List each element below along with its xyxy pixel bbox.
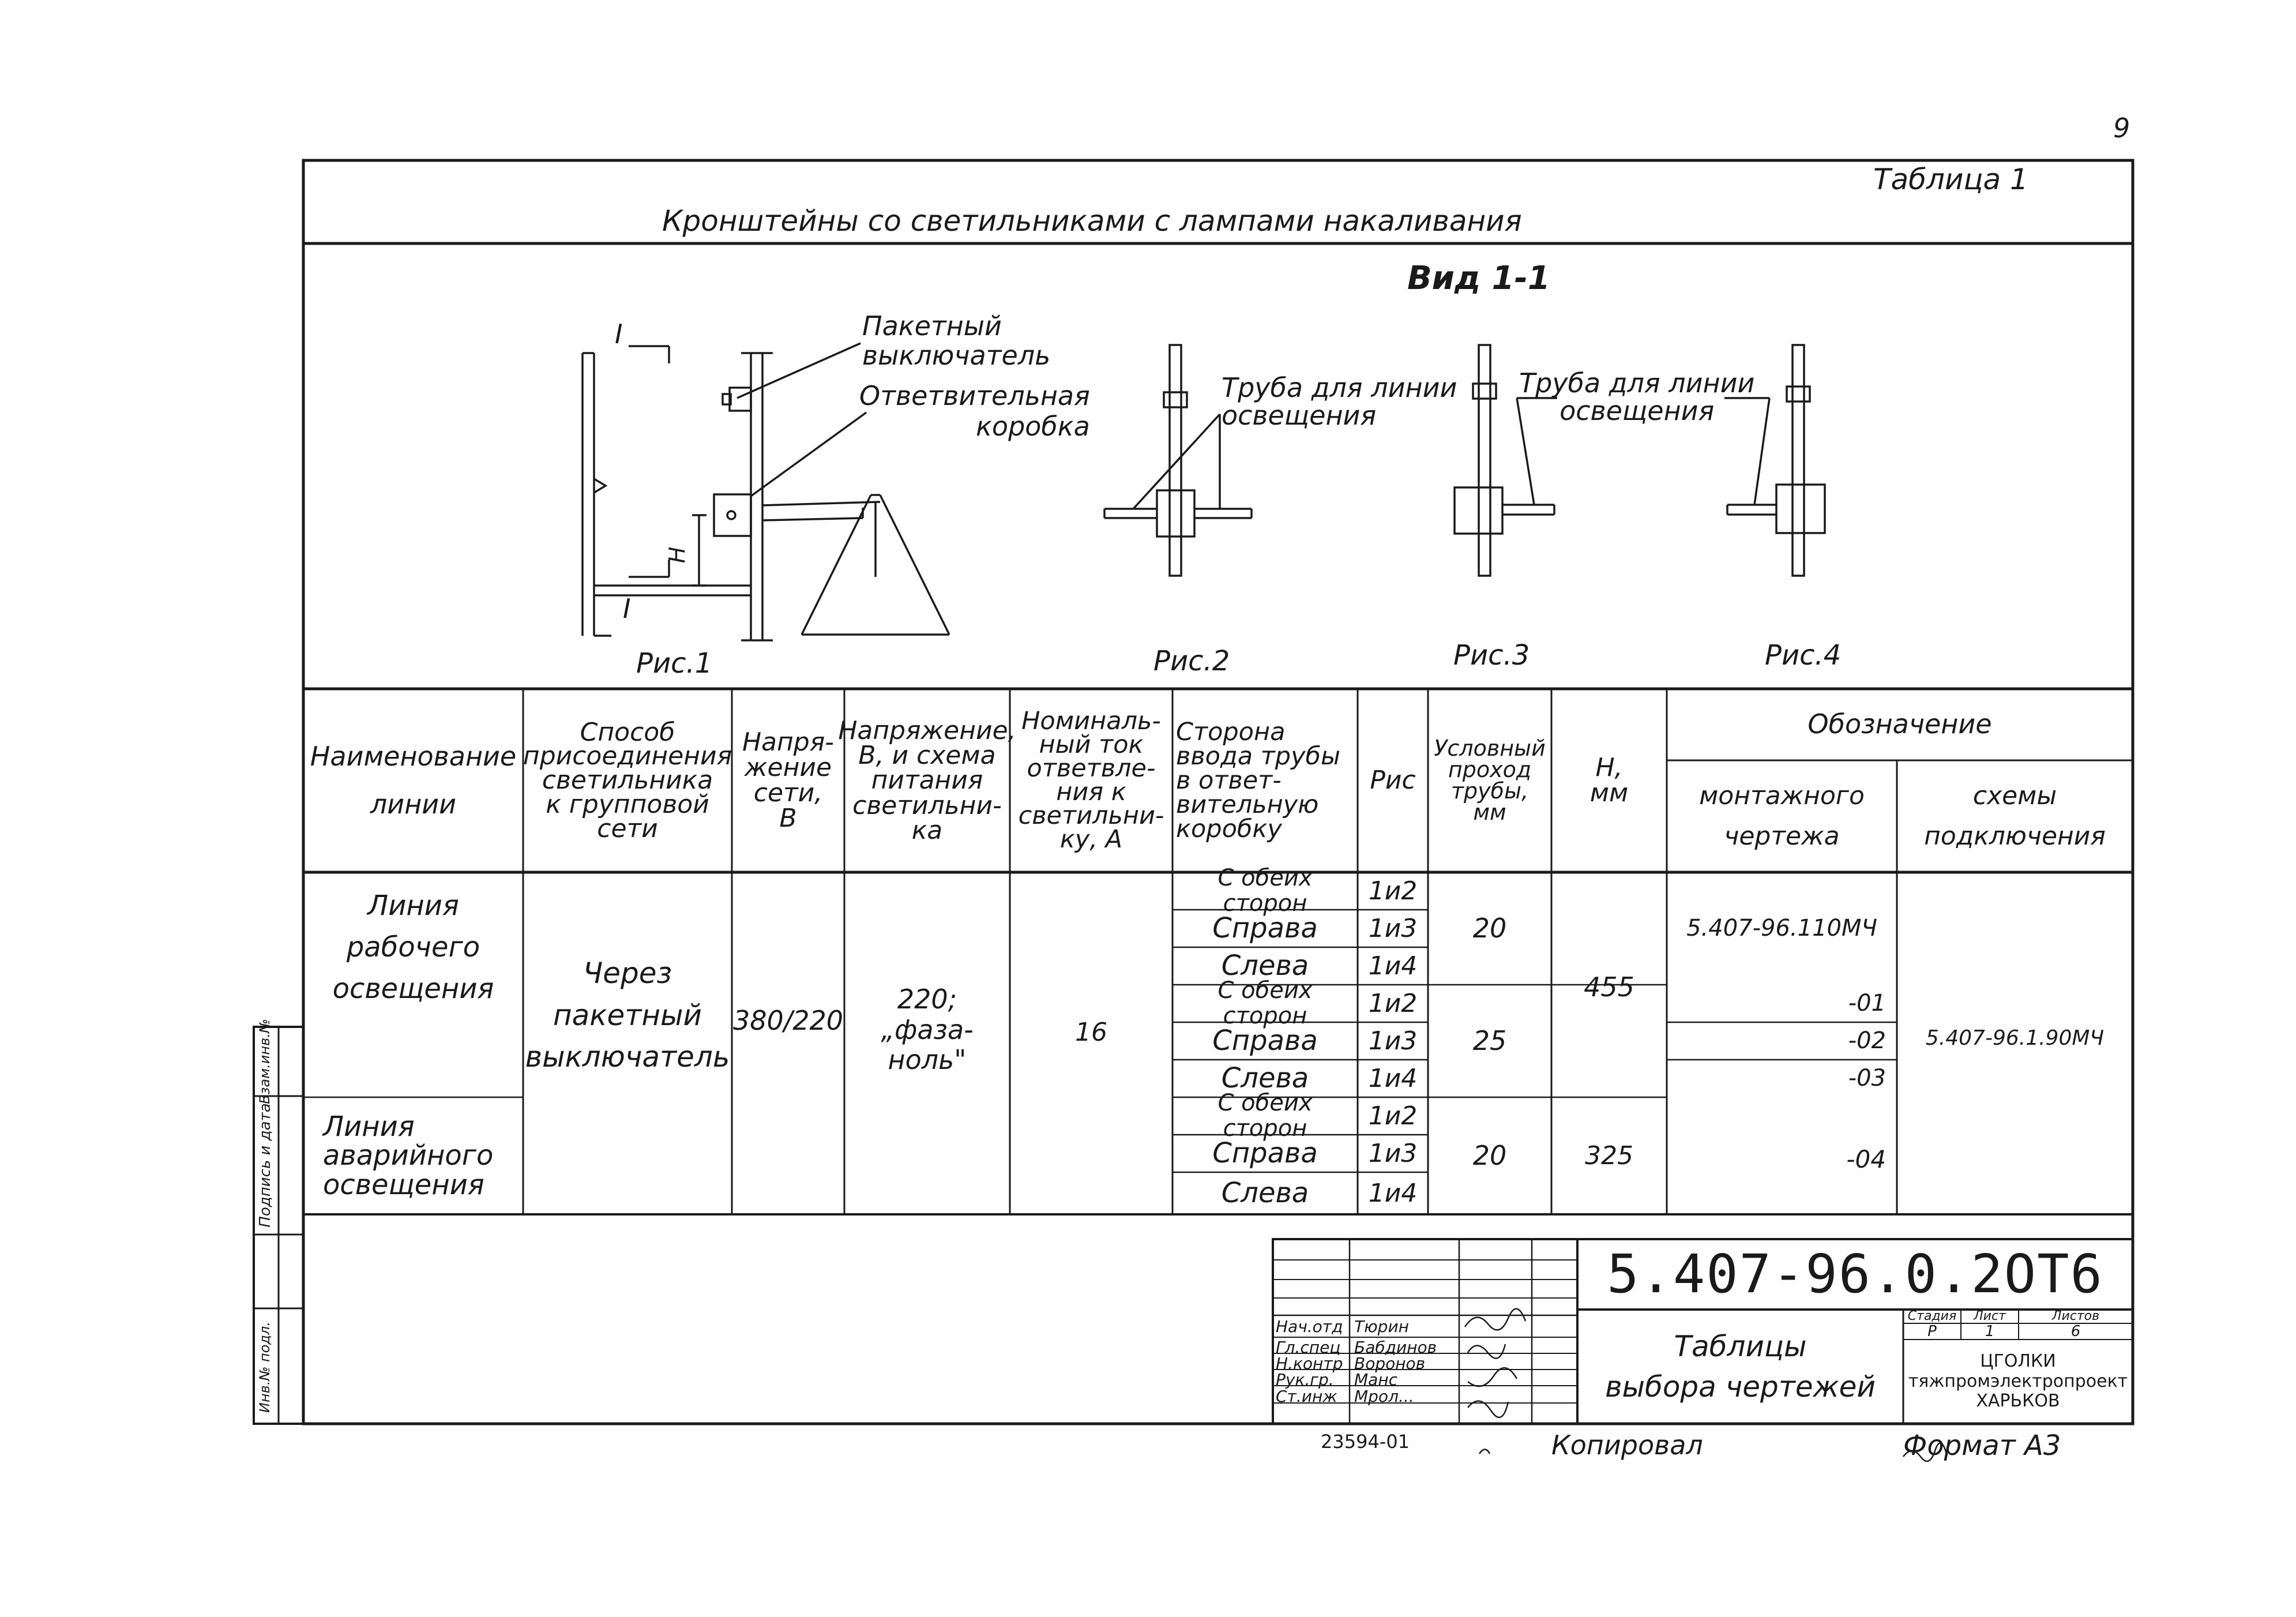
sheets-value: 6 xyxy=(2070,1322,2081,1340)
header-scheme: схемы подключения xyxy=(1924,781,2106,851)
header-line-name: Наименование линии xyxy=(310,741,517,820)
fig4-label: Рис.4 xyxy=(1765,639,1842,671)
fig-row-9: 1и4 xyxy=(1368,1178,1418,1208)
line-work: Линия рабочего освещения xyxy=(332,890,494,1005)
fig-row-6: 1и4 xyxy=(1368,1063,1418,1093)
callout-box: Ответвительная коробка xyxy=(859,380,1090,442)
role-4: Рук.гр. xyxy=(1276,1370,1334,1389)
header-voltage-net: Напря- жение сети, В xyxy=(742,727,835,833)
sheets-header: Листов xyxy=(2051,1309,2100,1324)
header-connection: Способ присоединения светильника к групповой сети xyxy=(523,717,732,843)
role-5: Ст.инж xyxy=(1276,1387,1337,1406)
callout-pipe-fig3: Труба для линии освещения xyxy=(1519,367,1755,427)
side-row-5: Справа xyxy=(1212,1024,1318,1057)
mounting-value-2: -01 xyxy=(1848,989,1886,1016)
section-mark-bottom: I xyxy=(623,593,631,624)
format-label: Формат А3 xyxy=(1903,1430,2061,1462)
mounting-value-3: -02 xyxy=(1848,1027,1886,1054)
person-1: Тюрин xyxy=(1354,1317,1409,1336)
header-designation: Обозначение xyxy=(1808,708,1992,740)
line-emergency: Линия аварийного освещения xyxy=(323,1110,494,1201)
callout-switch: Пакетный выключатель xyxy=(862,310,1051,371)
sheet-value: 1 xyxy=(1985,1322,1995,1340)
connection-value: Через пакетный выключатель xyxy=(525,956,730,1074)
mounting-value-1: 5.407-96.110МЧ xyxy=(1686,915,1877,942)
fig-row-8: 1и3 xyxy=(1368,1138,1418,1168)
current-value: 16 xyxy=(1075,1018,1107,1048)
side-row-3: Слева xyxy=(1221,949,1309,982)
fig-row-7: 1и2 xyxy=(1368,1101,1418,1131)
view-label: Вид 1-1 xyxy=(1407,260,1550,297)
doc-name: Таблицы выбора чертежей xyxy=(1605,1330,1876,1404)
table-label: Таблица 1 xyxy=(1873,163,2028,196)
fig-row-2: 1и3 xyxy=(1368,913,1418,943)
person-3: Воронов xyxy=(1354,1354,1426,1373)
stamp-signature-date: Подпись и дата xyxy=(256,1103,274,1228)
sheet-header: Лист xyxy=(1974,1309,2006,1324)
fig2-label: Рис.2 xyxy=(1153,645,1230,677)
header-mounting: монтажного чертежа xyxy=(1699,781,1865,851)
header-fig: Рис xyxy=(1370,766,1416,796)
role-1: Нач.отд xyxy=(1276,1317,1343,1336)
page-number: 9 xyxy=(2113,112,2130,144)
h-value-1: 455 xyxy=(1584,971,1634,1003)
h-value-2: 325 xyxy=(1585,1140,1633,1170)
side-row-8: Справа xyxy=(1212,1136,1318,1169)
archive-number: 23594-01 xyxy=(1321,1431,1410,1453)
role-3: Н.контр xyxy=(1276,1354,1343,1373)
side-row-4: С обеих сторон xyxy=(1217,977,1313,1029)
side-row-2: Справа xyxy=(1212,911,1318,944)
fig-row-3: 1и4 xyxy=(1368,951,1418,981)
voltage-net-value: 380/220 xyxy=(732,1005,844,1037)
person-2: Бабдинов xyxy=(1354,1338,1437,1357)
person-5: Мрол... xyxy=(1354,1387,1414,1406)
header-voltage-scheme: Напряжение, В, и схема питания светильни- ка xyxy=(838,716,1016,845)
stage-header: Стадия xyxy=(1907,1309,1957,1324)
mounting-value-4: -03 xyxy=(1848,1064,1886,1091)
header-current: Номиналь- ный ток ответвле- ния к светильни- ку, А xyxy=(1018,707,1164,854)
stamp-replace-inv: Взам.инв.№ xyxy=(257,1019,273,1104)
header-side: Сторона ввода трубы в ответ- вительную коробку xyxy=(1176,717,1341,844)
doc-code: 5.407-96.0.2ОТ6 xyxy=(1607,1243,2103,1305)
pipe-value-3: 20 xyxy=(1472,1139,1507,1171)
pipe-value-1: 20 xyxy=(1472,912,1507,944)
side-row-7: С обеих сторон xyxy=(1217,1090,1313,1142)
fig-row-5: 1и3 xyxy=(1368,1026,1418,1056)
sheet-title: Кронштейны со светильниками с лампами накаливания xyxy=(662,204,1522,238)
fig-row-1: 1и2 xyxy=(1368,876,1418,906)
stage-value: Р xyxy=(1927,1322,1937,1340)
mounting-value-5: -04 xyxy=(1846,1145,1886,1174)
copied-label: Копировал xyxy=(1551,1430,1703,1461)
side-row-1: С обеих сторон xyxy=(1217,865,1313,917)
fig-row-4: 1и2 xyxy=(1368,988,1418,1018)
voltage-scheme-value: 220; „фаза-ноль" xyxy=(881,983,974,1076)
fig1-label: Рис.1 xyxy=(636,647,713,680)
stamp-inv-original: Инв.№ подл. xyxy=(257,1322,273,1413)
section-mark-top: I xyxy=(615,318,623,350)
role-2: Гл.спец xyxy=(1276,1338,1341,1357)
side-row-6: Слева xyxy=(1221,1061,1309,1094)
header-h: Н, мм xyxy=(1589,753,1629,808)
scheme-value: 5.407-96.1.90МЧ xyxy=(1925,1026,2105,1050)
dimension-h: H xyxy=(664,546,690,564)
pipe-value-2: 25 xyxy=(1472,1025,1507,1056)
header-pipe: Условный проход трубы, мм xyxy=(1434,735,1546,826)
side-row-9: Слева xyxy=(1221,1176,1309,1209)
callout-pipe-fig2: Труба для линии освещения xyxy=(1222,372,1457,432)
person-4: Манс xyxy=(1354,1370,1398,1389)
organization: ЦГОЛКИ тяжпромэлектропроект ХАРЬКОВ xyxy=(1908,1351,2128,1412)
fig3-label: Рис.3 xyxy=(1453,639,1530,671)
